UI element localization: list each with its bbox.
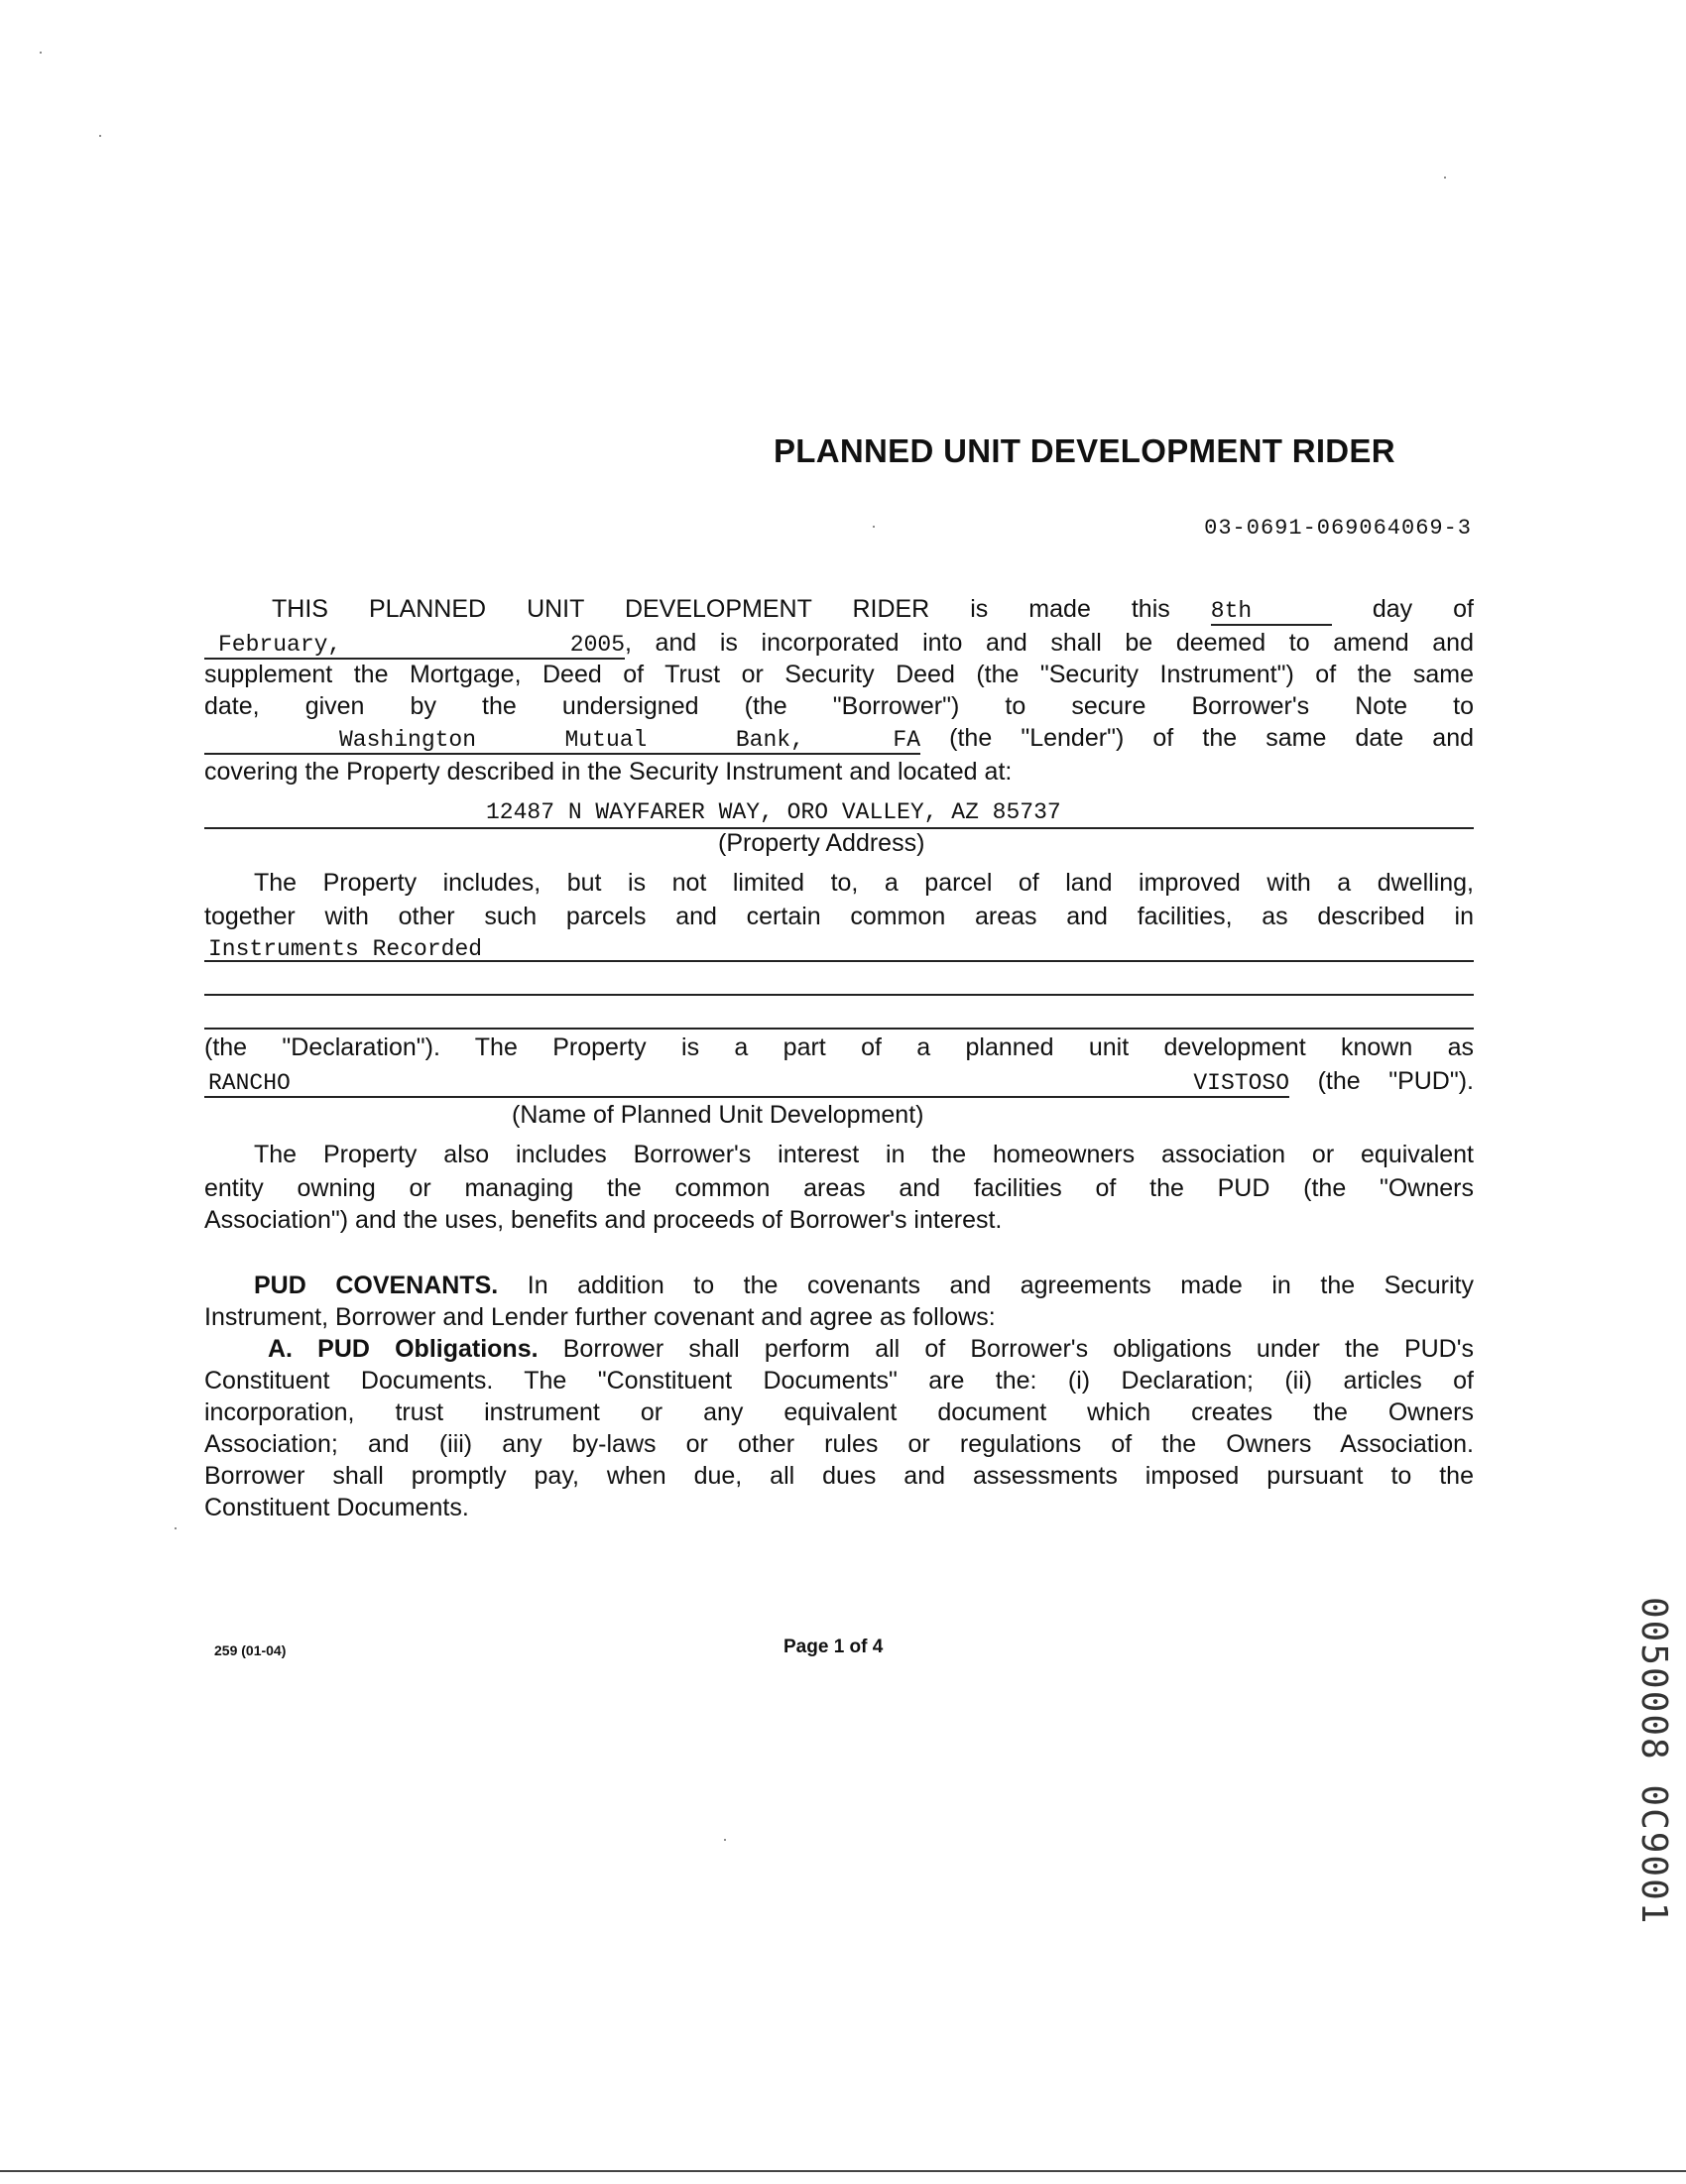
scan-speck [175, 1527, 177, 1529]
declaration-rule-2 [204, 994, 1474, 996]
document-title: PLANNED UNIT DEVELOPMENT RIDER [774, 432, 1395, 469]
para3-line3: Association") and the uses, benefits and proceeds of Borrower's interest. [204, 1206, 1003, 1234]
declaration-field: Instruments Recorded [208, 936, 483, 962]
lender-field: Washington Mutual Bank, FA [204, 727, 920, 755]
page-number: Page 1 of 4 [783, 1637, 884, 1657]
pud-name-label: (Name of Planned Unit Development) [512, 1101, 924, 1129]
para3-line2: entity owning or managing the common areas and facilities of the PUD (the "Owners [204, 1174, 1474, 1202]
para2-line4: RANCHO VISTOSO (the "PUD"). [204, 1065, 1474, 1098]
para1-line6: covering the Property described in the Security Instrument and located at: [204, 758, 1013, 786]
scan-speck [724, 1839, 726, 1841]
page-bottom-edge [0, 2170, 1686, 2172]
pud-name-field: RANCHO VISTOSO [204, 1070, 1289, 1098]
para3-line1: The Property also includes Borrower's interest in the homeowners association or equivalent [254, 1141, 1474, 1168]
obligations-line6: Constituent Documents. [204, 1494, 469, 1521]
declaration-rule-3 [204, 1028, 1474, 1030]
para1-line2: February, 2005, and is incorporated into and shall be deemed to amend and [204, 627, 1474, 660]
para1-line3: supplement the Mortgage, Deed of Trust or Security Deed (the "Security Instrument") of the same [204, 661, 1474, 688]
covenants-line2: Instrument, Borrower and Lender further covenant and agree as follows: [204, 1303, 996, 1331]
obligations-line1: A. PUD Obligations. Borrower shall perform all of Borrower's obligations under the PUD's [268, 1335, 1475, 1363]
date-field: February, 2005 [204, 632, 625, 660]
covenants-heading: PUD COVENANTS. [254, 1272, 499, 1299]
side-stamp: 0050008 0C9001 [1633, 1597, 1674, 1926]
covenants-line1: PUD COVENANTS. In addition to the covenants and agreements made in the Security [254, 1272, 1474, 1299]
para1-line5: Washington Mutual Bank, FA (the "Lender") of the same date and [204, 722, 1474, 755]
para2-line2: together with other such parcels and certain common areas and facilities, as described in [204, 903, 1474, 930]
obligations-line5: Borrower shall promptly pay, when due, all dues and assessments imposed pursuant to the [204, 1462, 1474, 1490]
scan-speck [1444, 177, 1446, 179]
obligations-heading: A. PUD Obligations. [268, 1335, 539, 1363]
scan-speck [40, 52, 42, 54]
obligations-line3: incorporation, trust instrument or any equivalent document which creates the Owners [204, 1398, 1474, 1426]
form-code: 259 (01-04) [214, 1642, 287, 1658]
declaration-rule-1 [204, 960, 1474, 962]
para1-line4: date, given by the undersigned (the "Borrower") to secure Borrower's Note to [204, 692, 1474, 720]
property-address-label: (Property Address) [718, 829, 925, 857]
loan-number: 03-0691-069064069-3 [1204, 516, 1472, 541]
property-address: 12487 N WAYFARER WAY, ORO VALLEY, AZ 85737 [486, 799, 1061, 825]
day-field: 8th [1211, 598, 1332, 626]
scan-speck [873, 526, 875, 528]
obligations-line2: Constituent Documents. The "Constituent Documents" are the: (i) Declaration; (ii) articles of [204, 1367, 1474, 1395]
scan-speck [99, 135, 101, 137]
para2-line1: The Property includes, but is not limited to, a parcel of land improved with a dwelling, [254, 869, 1474, 897]
obligations-line4: Association; and (iii) any by-laws or other rules or regulations of the Owners Association. [204, 1430, 1474, 1458]
para1-line1: THIS PLANNED UNIT DEVELOPMENT RIDER is made this 8th day of [272, 595, 1474, 624]
para2-line3: (the "Declaration"). The Property is a part of a planned unit development known as [204, 1033, 1474, 1061]
